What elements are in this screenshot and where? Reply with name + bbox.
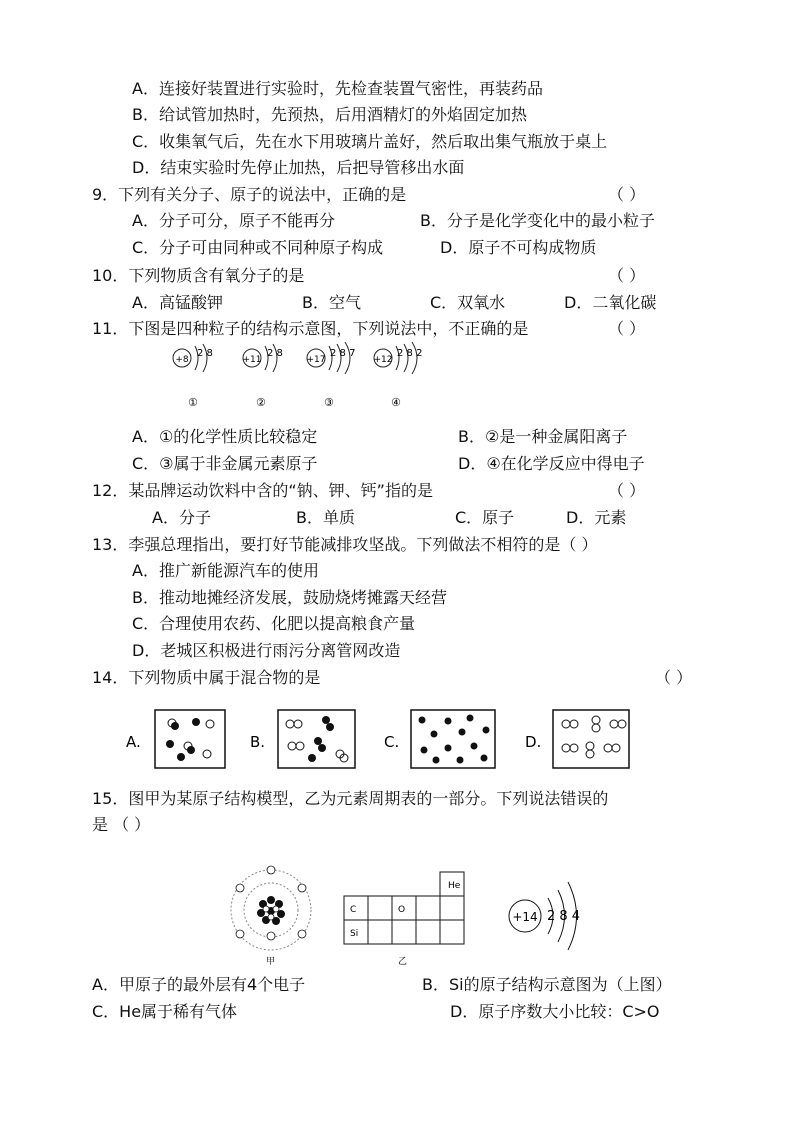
particle-3-nucleus: +17 (306, 355, 326, 365)
q12-option-d: D．元素 (566, 508, 627, 527)
particle-4-nucleus: +12 (373, 355, 393, 365)
q14-label-b: B. (250, 733, 266, 751)
q13-stem: 13．李强总理指出，要打好节能减排攻坚战。下列做法不相符的是（ ） (92, 535, 598, 554)
q11-answer-paren: （ ） (608, 319, 646, 338)
q9-option-b: B．分子是化学变化中的最小粒子 (420, 211, 655, 230)
q14-box-d (553, 710, 629, 768)
q14-answer-paren: （ ） (655, 668, 693, 687)
q11-stem: 11．下图是四种粒子的结构示意图，下列说法中，不正确的是 (92, 319, 529, 338)
q14-stem: 14．下列物质中属于混合物的是 (92, 668, 321, 687)
particle-4-diagram (374, 342, 423, 409)
q12-option-c: C．原子 (455, 508, 515, 527)
q14-box-a-particles (166, 718, 214, 761)
q12-option-b: B．单质 (296, 508, 355, 527)
atom-model-caption: 甲 (266, 957, 276, 967)
q8-option-d: D．结束实验时先停止加热，后把导管移出水面 (132, 158, 465, 177)
q15-option-c: C．He属于稀有气体 (92, 1002, 238, 1021)
q11-particle-diagrams (0, 340, 794, 420)
q8-option-b: B．给试管加热时，先预热，后用酒精灯的外焰固定加热 (132, 105, 527, 124)
particle-1-shells: 2 8 (197, 348, 213, 359)
particle-1-diagram (173, 344, 213, 409)
q11-option-a: A．①的化学性质比较稳定 (132, 427, 318, 446)
q9-option-c: C．分子可由同种或不同种原子构成 (132, 238, 384, 257)
q13-option-b: B．推动地摊经济发展，鼓励烧烤摊露天经营 (132, 588, 447, 607)
q12-answer-paren: （ ） (608, 481, 646, 500)
q10-option-d: D．二氧化碳 (564, 293, 657, 312)
table-cell-si: Si (350, 929, 359, 939)
particle-2-label: ② (256, 396, 266, 409)
si-nucleus: +14 (512, 910, 538, 924)
si-structure-diagram (509, 882, 580, 950)
q11-option-c: C．③属于非金属元素原子 (132, 454, 318, 473)
q15-option-b: B．Si的原子结构示意图为（上图） (422, 975, 672, 994)
q12-stem: 12．某品牌运动饮料中含的“钠、钾、钙”指的是 (92, 481, 433, 500)
particle-3-shells: 2 8 7 (330, 348, 356, 359)
q15-figures (0, 858, 794, 968)
periodic-table-caption: 乙 (398, 957, 408, 967)
q15-option-a: A．甲原子的最外层有4个电子 (92, 975, 306, 994)
q14-box-a (155, 710, 225, 768)
q15-stem-line2: 是 （ ） (92, 815, 151, 834)
q12-option-a: A．分子 (152, 508, 211, 527)
atom-model-figure (231, 866, 311, 967)
q15-option-d: D．原子序数大小比较：C>O (450, 1002, 660, 1021)
q9-option-d: D．原子不可构成物质 (440, 238, 597, 257)
q14-box-d-particles (562, 716, 626, 758)
q14-label-c: C. (384, 733, 400, 751)
particle-3-label: ③ (324, 396, 334, 409)
q14-label-d: D. (525, 733, 542, 751)
particle-2-shells: 2 8 (267, 348, 283, 359)
q13-option-c: C．合理使用农药、化肥以提高粮食产量 (132, 614, 416, 633)
particle-2-nucleus: +11 (242, 355, 262, 365)
particle-1-label: ① (188, 396, 198, 409)
table-cell-he: He (448, 881, 461, 891)
particle-3-diagram (307, 342, 356, 409)
q8-option-a: A．连接好装置进行实验时，先检查装置气密性，再装药品 (132, 79, 543, 98)
si-shells: 2 8 4 (547, 909, 581, 924)
q10-stem: 10．下列物质含有氧分子的是 (92, 266, 305, 285)
q9-option-a: A．分子可分，原子不能再分 (132, 211, 335, 230)
q9-answer-paren: （ ） (608, 185, 646, 204)
q14-mixture-diagrams (0, 706, 794, 776)
particle-1-nucleus: +8 (175, 355, 189, 365)
q10-option-b: B．空气 (302, 293, 361, 312)
q14-label-a: A. (126, 733, 141, 751)
q8-option-c: C．收集氧气后，先在水下用玻璃片盖好，然后取出集气瓶放于桌上 (132, 132, 608, 151)
q10-option-a: A．高锰酸钾 (132, 293, 223, 312)
q10-answer-paren: （ ） (608, 266, 646, 285)
particle-4-label: ④ (391, 396, 401, 409)
q14-box-c-particles (419, 715, 490, 764)
table-cell-o: O (398, 905, 406, 915)
particle-4-shells: 2 8 2 (397, 348, 423, 359)
q9-stem: 9．下列有关分子、原子的说法中，正确的是 (92, 185, 407, 204)
particle-2-diagram (243, 344, 283, 409)
q13-option-a: A．推广新能源汽车的使用 (132, 561, 319, 580)
table-cell-c: C (350, 905, 357, 915)
q14-box-b-particles (286, 716, 348, 762)
q10-option-c: C．双氧水 (430, 293, 506, 312)
q11-option-d: D．④在化学反应中得电子 (458, 454, 645, 473)
q15-stem-line1: 15．图甲为某原子结构模型，乙为元素周期表的一部分。下列说法错误的 (92, 789, 609, 808)
q11-option-b: B．②是一种金属阳离子 (458, 427, 628, 446)
q13-option-d: D．老城区积极进行雨污分离管网改造 (132, 641, 401, 660)
